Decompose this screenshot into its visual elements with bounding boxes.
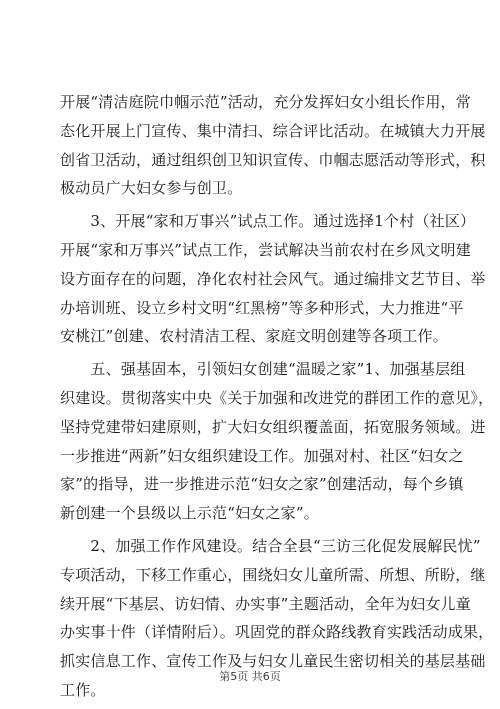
text-line: 开展“家和万事兴”试点工作，尝试解决当前农村在乡风文明建 — [60, 240, 471, 259]
text-line: 极动员广大妇女参与创卫。 — [60, 179, 243, 198]
text-line: 办实事十件（详情附后）。巩固党的群众路线教育实践活动成果， — [60, 623, 494, 642]
page-footer — [0, 668, 500, 684]
text-line: 专项活动，下移工作重心，围绕妇女儿童所需、所想、所盼，继 — [60, 565, 486, 584]
text-line: 开展“清洁庭院巾帼示范”活动，充分发挥妇女小组长作用，常 — [60, 93, 471, 111]
text-line: 2、加强工作作风建设。结合全县“三访三化促发展解民忧” — [60, 536, 481, 555]
text-line: 新创建一个县级以上示范“妇女之家”。 — [60, 504, 319, 523]
document-body — [60, 88, 494, 709]
text-line: 坚持党建带妇建原则，扩大妇女组织覆盖面，拓宽服务领域。进 — [60, 417, 486, 436]
text-line: 态化开展上门宣传、集中清扫、综合评比活动。在城镇大力开展 — [60, 121, 486, 140]
text-line: 续开展“下基层、访妇情、办实事”主题活动，全年为妇女儿童 — [60, 594, 471, 613]
text-line: 工作。 — [60, 680, 106, 699]
text-line: 家”的指导，进一步推进示范“妇女之家”创建活动，每个乡镇 — [60, 475, 464, 494]
text-line: 安桃江”创建、农村清洁工程、家庭文明创建等各项工作。 — [60, 327, 448, 346]
text-line: 五、强基固本，引领妇女创建“温暖之家”1、加强基层组 — [60, 360, 466, 379]
text-line: 创省卫活动，通过组织创卫知识宣传、巾帼志愿活动等形式，积 — [60, 150, 486, 169]
paragraph-2 — [60, 207, 486, 351]
text-line: 一步推进“两新”妇女组织建设工作。加强对村、社区“妇女之 — [60, 446, 464, 465]
text-line: 抓实信息工作、宣传工作及与妇女儿童民生密切相关的基层基础 — [60, 652, 486, 671]
text-line: 织建设。贯彻落实中央《关于加强和改进党的群团工作的意见》， — [60, 388, 494, 407]
text-line: 办培训班、设立乡村文明“红黑榜”等多种形式，大力推进“平 — [60, 298, 464, 317]
text-line: 3、开展“家和万事兴”试点工作。通过选择1个村（社区） — [60, 212, 476, 231]
paragraph-3 — [60, 355, 494, 528]
paragraph-1 — [60, 88, 486, 203]
text-line: 设方面存在的问题，净化农村社会风气。通过编排文艺节目、举 — [60, 269, 486, 288]
page-number: 第5页 共6页 — [219, 670, 281, 683]
